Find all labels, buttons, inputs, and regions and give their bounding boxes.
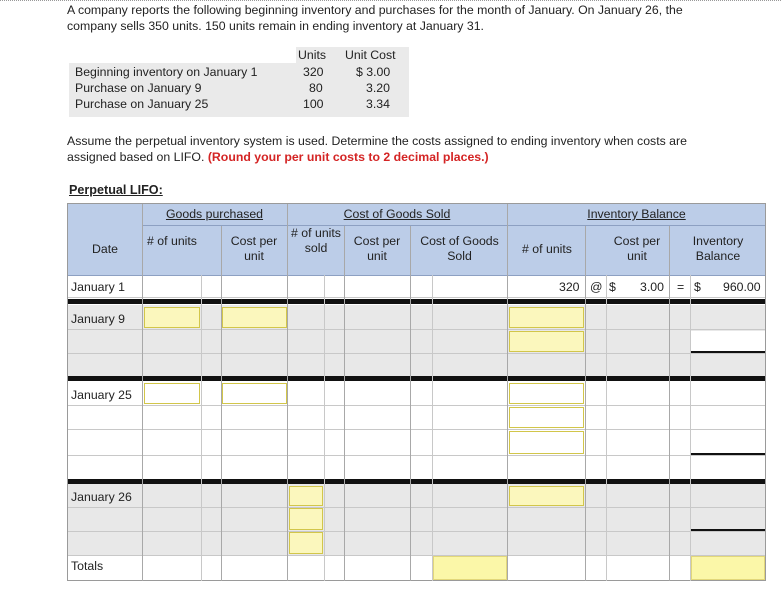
date-january-26: January 26 [71, 490, 132, 504]
row-units: 100 [303, 97, 324, 111]
inventory-units-header: # of units [522, 242, 572, 256]
dollar-sign: $ [694, 280, 701, 294]
row-label: Purchase on January 25 [75, 97, 209, 111]
jan9-inv-units-input-2[interactable] [509, 331, 584, 352]
jan9-purchased-cost-input[interactable] [222, 307, 287, 328]
worksheet-title: Perpetual LIFO: [69, 183, 163, 197]
jan9-purchased-units-input[interactable] [144, 307, 200, 328]
jan25-inv-units-input-1[interactable] [509, 383, 584, 404]
dollar-sign: $ [609, 280, 616, 294]
date-january-25: January 25 [71, 388, 132, 402]
jan26-inv-units-input[interactable] [509, 486, 584, 506]
purchased-units-header: # of units [147, 234, 197, 248]
jan25-purchased-cost-input[interactable] [222, 383, 287, 404]
inventory-balance-col-header: Inventory Balance [692, 234, 744, 263]
jan1-units: 320 [559, 280, 580, 294]
jan26-units-sold-input-3[interactable] [289, 532, 323, 554]
date-column-header: Date [92, 242, 118, 256]
cogs-cost-header: Cost per unit [353, 234, 401, 263]
row-units: 320 [303, 65, 324, 79]
cogs-total-header: Cost of Goods Sold [420, 234, 499, 263]
date-january-1: January 1 [71, 280, 126, 294]
row-units: 80 [309, 81, 323, 95]
section-divider [68, 479, 765, 484]
row-label: Purchase on January 9 [75, 81, 202, 95]
problem-text: A company reports the following beginning inventory and purchases for the month of January. On January 26, the company sells 350 units. 150 units remain in ending inventory at January 31. [67, 3, 683, 33]
section-divider [68, 299, 765, 304]
at-symbol: @ [590, 280, 603, 294]
jan26-units-sold-input-2[interactable] [289, 508, 323, 530]
rounding-note: (Round your per unit costs to 2 decimal places.) [207, 150, 489, 164]
total-cogs-input[interactable] [433, 556, 507, 580]
jan26-balance-total[interactable] [691, 508, 765, 531]
jan25-balance-total[interactable] [691, 431, 765, 455]
date-january-9: January 9 [71, 312, 126, 326]
jan1-unit-cost: 3.00 [640, 280, 664, 294]
unit-cost-header: Unit Cost [345, 48, 396, 62]
jan26-section-bg [68, 484, 765, 555]
units-sold-header: # of units sold [291, 226, 341, 255]
totals-label: Totals [71, 559, 104, 573]
jan25-inv-units-input-3[interactable] [509, 431, 584, 454]
jan25-inv-units-input-2[interactable] [509, 407, 584, 428]
inventory-balance-header: Inventory Balance [587, 207, 686, 221]
equals-sign: = [677, 280, 685, 294]
units-header: Units [298, 48, 327, 62]
row-cost: 3.34 [366, 97, 390, 111]
purchased-cost-header: Cost per unit [230, 234, 278, 263]
section-divider [68, 376, 765, 381]
row-cost: 3.20 [366, 81, 390, 95]
row-cost: $ 3.00 [356, 65, 391, 79]
instructions [67, 133, 717, 165]
goods-purchased-header: Goods purchased [165, 207, 264, 221]
jan9-balance-total[interactable] [691, 331, 765, 353]
jan26-units-sold-input-1[interactable] [289, 486, 323, 506]
jan9-inv-units-input-1[interactable] [509, 307, 584, 328]
row-label: Beginning inventory on January 1 [75, 65, 258, 79]
inventory-cost-header: Cost per unit [613, 234, 661, 263]
cogs-header: Cost of Goods Sold [343, 207, 451, 221]
jan1-balance: 960.00 [723, 280, 761, 294]
assume-text: Assume the perpetual inventory system is used. Determine the costs assigned to ending inventory when costs are assigned based on LIFO. [67, 134, 687, 164]
total-ending-inventory-input[interactable] [691, 556, 765, 580]
jan25-purchased-units-input[interactable] [144, 383, 200, 404]
